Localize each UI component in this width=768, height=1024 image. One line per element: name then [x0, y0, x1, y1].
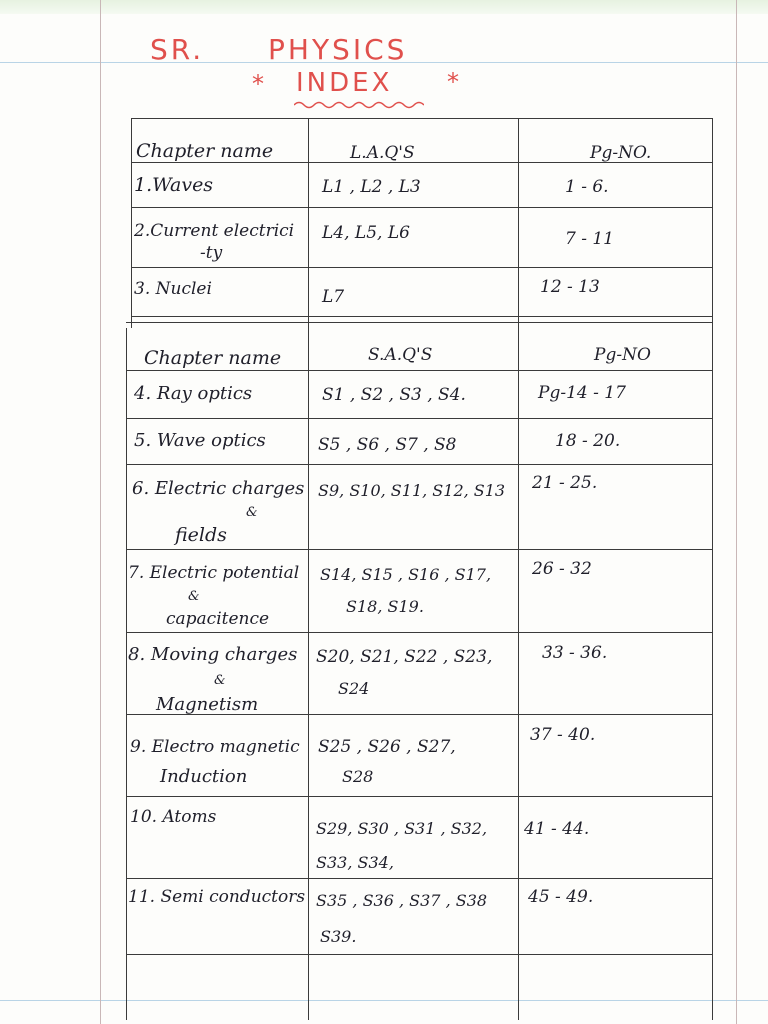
saq-row8-pages: 33 - 36.: [542, 643, 608, 663]
saq-row7-questions-l2: S18, S19.: [346, 597, 424, 616]
saq-row6-pages: 21 - 25.: [532, 473, 598, 493]
table-border: [712, 118, 713, 1020]
table-rule: [131, 118, 713, 119]
table-rule: [126, 954, 712, 955]
laq-row3-pages: 12 - 13: [540, 277, 600, 297]
table-rule: [126, 464, 712, 465]
laq-header-pages: Pg-NO.: [590, 143, 652, 163]
ruled-line: [0, 1000, 768, 1001]
laq-row1-chapter: 1.Waves: [134, 174, 214, 196]
table-rule: [126, 796, 712, 797]
saq-row11-questions: S35 , S36 , S37 , S38: [316, 891, 488, 910]
saq-row8-chapter-l3: Magnetism: [156, 694, 259, 715]
saq-row6-questions: S9, S10, S11, S12, S13: [318, 481, 506, 500]
saq-row11-questions-l2: S39.: [320, 927, 357, 946]
saq-row10-questions-l2: S33, S34,: [316, 853, 394, 872]
table-border: [518, 118, 519, 1020]
saq-row8-questions: S20, S21, S22 , S23,: [316, 647, 493, 667]
table-border: [126, 328, 127, 1020]
saq-row4-questions: S1 , S2 , S3 , S4.: [322, 385, 466, 405]
saq-row7-chapter-l2: &: [188, 589, 200, 604]
saq-row10-questions: S29, S30 , S31 , S32,: [316, 819, 488, 838]
margin-line: [736, 0, 737, 1024]
laq-row3-chapter: 3. Nuclei: [134, 279, 212, 299]
saq-row5-questions: S5 , S6 , S7 , S8: [318, 435, 457, 455]
saq-row6-chapter: 6. Electric charges: [132, 478, 305, 499]
laq-header-chapter: Chapter name: [136, 140, 274, 162]
saq-row11-chapter: 11. Semi conductors: [128, 887, 306, 907]
saq-row9-pages: 37 - 40.: [530, 725, 596, 745]
saq-row6-chapter-l3: fields: [175, 524, 227, 546]
saq-row10-pages: 41 - 44.: [524, 819, 590, 839]
laq-row2-pages: 7 - 11: [565, 229, 614, 249]
table-rule: [126, 418, 712, 419]
table-border: [308, 118, 309, 1020]
saq-row8-chapter-l2: &: [214, 673, 226, 688]
saq-row8-chapter: 8. Moving charges: [128, 644, 298, 665]
table-rule: [126, 549, 712, 550]
title-prefix: SR.: [150, 33, 205, 66]
saq-header-pages: Pg-NO: [594, 345, 651, 365]
table-rule: [131, 267, 713, 268]
saq-row10-chapter: 10. Atoms: [130, 807, 217, 827]
saq-row7-questions: S14, S15 , S16 , S17,: [320, 565, 492, 584]
title-underline: [294, 100, 424, 110]
laq-row2-chapter: 2.Current electrici: [134, 221, 295, 241]
page-top-edge: [0, 0, 768, 14]
table-border: [131, 118, 132, 328]
saq-header-chapter: Chapter name: [144, 347, 282, 369]
saq-row5-pages: 18 - 20.: [555, 431, 621, 451]
title-star-right: *: [447, 68, 459, 96]
table-rule: [131, 316, 713, 317]
saq-header-questions: S.A.Q'S: [368, 345, 433, 365]
saq-row9-chapter-l2: Induction: [160, 766, 248, 787]
table-rule: [131, 207, 713, 208]
saq-row9-questions-l2: S28: [342, 767, 374, 786]
laq-row1-questions: L1 , L2 , L3: [322, 177, 421, 197]
title-star-left: *: [252, 70, 264, 98]
laq-header-questions: L.A.Q'S: [350, 143, 415, 163]
saq-row4-chapter: 4. Ray optics: [134, 383, 253, 404]
title-index: INDEX: [296, 68, 393, 98]
laq-row1-pages: 1 - 6.: [565, 177, 609, 197]
saq-row4-pages: Pg-14 - 17: [538, 383, 626, 403]
laq-row2-questions: L4, L5, L6: [322, 223, 410, 243]
saq-row5-chapter: 5. Wave optics: [134, 430, 266, 451]
laq-row2-chapter-cont: -ty: [200, 243, 223, 263]
title-subject: PHYSICS: [268, 33, 408, 66]
saq-row9-questions: S25 , S26 , S27,: [318, 737, 456, 757]
saq-row11-pages: 45 - 49.: [528, 887, 594, 907]
saq-row6-chapter-l2: &: [246, 505, 258, 520]
table-rule: [126, 878, 712, 879]
saq-row7-chapter: 7. Electric potential: [128, 563, 300, 583]
saq-row8-questions-l2: S24: [338, 679, 370, 698]
table-rule: [126, 632, 712, 633]
saq-row7-pages: 26 - 32: [532, 559, 592, 579]
saq-row7-chapter-l3: capacitence: [166, 609, 270, 629]
saq-row9-chapter: 9. Electro magnetic: [130, 737, 300, 757]
table-rule: [126, 322, 712, 323]
laq-row3-questions: L7: [322, 287, 345, 307]
margin-line: [100, 0, 101, 1024]
